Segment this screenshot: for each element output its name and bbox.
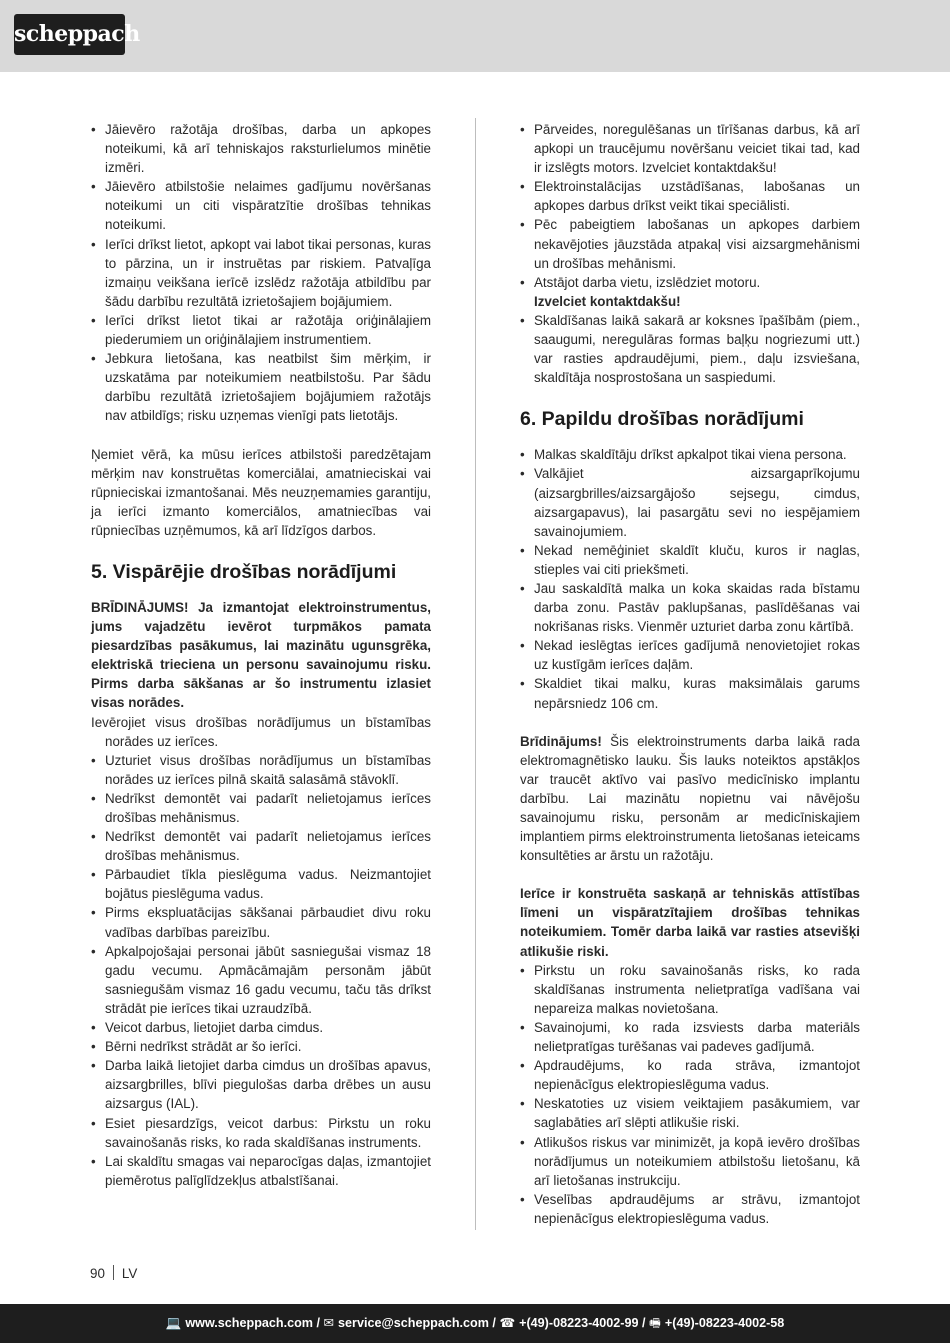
list-item: • Pārveides, noregulēšanas un tīrīšanas darbus, kā arī apkopi un traucējumu novēršanu veiciet tikai tad, kad ir izslēgts motors. Izvelciet kontaktdakšu! [520, 120, 860, 177]
list-item: • Bērni nedrīkst strādāt ar šo ierīci. [91, 1037, 431, 1056]
list-item: • Nekad nemēģiniet skaldīt kluču, kuros ir naglas, stieples vai citi priekšmeti. [520, 541, 860, 579]
list-item: • Ierīci drīkst lietot, apkopt vai labot tikai personas, kuras to pārzina, un ir instruētas par riskiem. Patvaļīga izmaiņu veikšana ierīcē izslēdz ražotāja atbildību par šādu darbību rezultātā izrietošajiem bojājumiem. [91, 235, 431, 311]
leave-workplace-text: Atstājot darba vietu, izslēdziet motoru. [534, 274, 761, 290]
residual-risk-intro: Ierīce ir konstruēta saskaņā ar tehniskās attīstības līmeni un vispāratzītajiem drošības tehnikas noteikumiem. Tomēr darba laikā var rasties atsevišķi atlikušie riski. [520, 886, 860, 959]
list-item: • Darba laikā lietojiet darba cimdus un drošības apavus, aizsargbrilles, blīvi piegulošas darba drēbes un ausu aizsargus (IAL). [91, 1056, 431, 1113]
list-item: • Elektroinstalācijas uzstādīšanas, labošanas un apkopes darbus drīkst veikt tikai speciālisti. [520, 177, 860, 215]
mail-icon: ✉ [323, 1316, 335, 1330]
footer-separator: / [312, 1316, 324, 1330]
list-item: • Lai skaldītu smagas vai neparocīgas daļas, izmantojiet piemērotus palīglīdzekļus atbalstīšanai. [91, 1152, 431, 1190]
column-divider [475, 118, 476, 1230]
list-item: • Savainojumi, ko rada izsviests darba materiāls nelietpratīgas turēšanas vai padeves gadījumā. [520, 1018, 860, 1056]
emf-warning-label: Brīdinājums! [520, 733, 602, 749]
left-bullet-list-top [91, 120, 431, 426]
list-item: • Skaldiet tikai malku, kuras maksimālais garums nepārsniedz 106 cm. [520, 674, 860, 712]
list-item: • Veicot darbus, lietojiet darba cimdus. [91, 1018, 431, 1037]
email-link[interactable]: service@scheppach.com [338, 1316, 489, 1330]
phone-icon: ☎ [499, 1316, 516, 1330]
page-footer-label [90, 1265, 137, 1281]
list-item: • Nedrīkst demontēt vai padarīt nelietojamus ierīces drošības mehānismus. [91, 789, 431, 827]
list-item: • Jebkura lietošana, kas neatbilst šim mērķim, ir uzskatāma par noteikumiem neatbilstošu. Par šādu darbību rezultātā izrietošajiem bojājumiem ražotājs nav atbildīgs; risku uzņemas vienīgi pats lietotājs. [91, 349, 431, 425]
page-number: 90 [90, 1266, 105, 1281]
emf-warning-paragraph [520, 732, 860, 866]
section-6-heading: 6. Papildu drošības norādījumi [520, 408, 804, 431]
warning-paragraph: BRĪDINĀJUMS! Ja izmantojat elektroinstrumentus, jums vajadzētu ievērot turpmākos pamata piesardzības pasākumus, lai mazinātu ugunsgrēka, elektriskā trieciena un personu savainojumu risku. Pirms darba sākšanas ar šo instrumentu izlasiet visas norādes. [91, 599, 431, 711]
list-item: • Neskatoties uz visiem veiktajiem pasākumiem, var saglabāties arī slēpti atlikušie riski. [520, 1094, 860, 1132]
list-item: • Atlikušos riskus var minimizēt, ja kopā ievēro drošības norādījumus un noteikumiem atbilstošu lietošanu, kā arī lietošanas instrukciju. [520, 1133, 860, 1190]
commercial-use-note: Ņemiet vērā, ka mūsu ierīces atbilstoši paredzētajam mērķim nav konstruētas komerciālai, amatnieciskai vai rūpnieciskai izmantošanai. Mēs neuzņemamies garantiju, ja ierīci izmanto komerciālos, amatniecības vai rūpniecības uzņēmumos, kā arī līdzīgos darbos. [91, 446, 431, 538]
fax-number: +(49)-08223-4002-58 [664, 1316, 785, 1330]
left-column [91, 120, 431, 1190]
list-item: • Skaldīšanas laikā sakarā ar koksnes īpašībām (piem., saaugumi, neregulāras formas baļķu nogriezumi utt.) var rasties apdraudējumi, piem., daļu izsviešana, skaldītāja nosprostošana un saspiedumi. [520, 311, 860, 387]
list-item: • Apkalpojošajai personai jābūt sasniegušai vismaz 18 gadu vecumu. Apmācāmajām personām jābūt sasniegušām vismaz 16 gadu vecumu, taču tās drīkst strādāt pie ierīces tikai uzraudzībā. [91, 942, 431, 1018]
computer-icon: 💻 [165, 1316, 182, 1330]
list-item: • Ierīci drīkst lietot tikai ar ražotāja oriģinālajiem piederumiem un oriģinālajiem instrumentiem. [91, 311, 431, 349]
fax-icon: 🖷 [649, 1316, 661, 1330]
list-item: • Pirms ekspluatācijas sākšanai pārbaudiet divu roku vadības darbības pareizību. [91, 903, 431, 941]
observe-instructions-line: Ievērojiet visus drošības norādījumus un bīstamības norādes uz ierīces. [91, 714, 431, 749]
list-item: • Esiet piesardzīgs, veicot darbus: Pirkstu un roku savainošanās risks, ko rada skaldīšanas instruments. [91, 1114, 431, 1152]
right-column [520, 120, 860, 1228]
list-item: • Malkas skaldītāju drīkst apkalpot tikai viena persona. [520, 445, 860, 464]
right-bullet-list-top [520, 120, 860, 387]
language-code: LV [121, 1266, 138, 1281]
header-band [0, 0, 950, 72]
page-separator [113, 1265, 114, 1280]
list-item: • Jāievēro atbilstošie nelaimes gadījumu novēršanas noteikumi un citi vispāratzītie drošības tehnikas noteikumi. [91, 177, 431, 234]
list-item: • Jau saskaldītā malka un koka skaidas rada bīstamu darba zonu. Pastāv paklupšanas, paslīdēšanas vai nokrišanas risks. Vienmēr uzturiet darba zonu kārtībā. [520, 579, 860, 636]
list-item: • Pēc pabeigtiem labošanas un apkopes darbiem nekavējoties jāuzstāda atpakaļ visi aizsargmehānismi un drošības mehānismi. [520, 215, 860, 272]
emf-warning-text: Šis elektroinstruments darba laikā rada elektromagnētisko lauku. Šis lauks noteiktos apstākļos var traucēt aktīvo vai pasīvo medicīnisko implantu darbību. Lai mazinātu nopietnu vai nāvējošu savainojumu risku, personām ar medicīniskajiem implantiem pirms elektroinstrumenta lietošanas ieteicams konsultēties ar ārstu un ražotāju. [520, 733, 860, 864]
footer-separator: / [638, 1316, 650, 1330]
list-item: • Nedrīkst demontēt vai padarīt nelietojamus ierīces drošības mehānismus. [91, 827, 431, 865]
list-item: • Apdraudējums, ko rada strāva, izmantojot nepienācīgus elektropieslēguma vadus. [520, 1056, 860, 1094]
list-item: • Jāievēro ražotāja drošības, darba un apkopes noteikumi, kā arī tehniskajos raksturlielumos minētie izmēri. [91, 120, 431, 177]
list-item: • Nekad ieslēgtas ierīces gadījumā nenovietojiet rokas uz kustīgām ierīces daļām. [520, 636, 860, 674]
website-link[interactable]: www.scheppach.com [185, 1316, 313, 1330]
list-item: • Uzturiet visus drošības norādījumus un bīstamības norādes uz ierīces pilnā skaitā salasāmā stāvoklī. [91, 751, 431, 789]
residual-risk-list [520, 961, 860, 1228]
section-6-bullet-list [520, 445, 860, 712]
left-bullet-list-bottom [91, 751, 431, 1190]
list-item: • Pārbaudiet tīkla pieslēguma vadus. Neizmantojiet bojātus pieslēguma vadus. [91, 865, 431, 903]
list-item [520, 273, 860, 311]
list-item: • Valkājiet aizsargaprīkojumu (aizsargbrilles/aizsargājošo sejsegu, cimdus, aizsargapavus), lai pasargātu sevi no iespējamiem savainojumiem. [520, 464, 860, 540]
section-5-heading: 5. Vispārējie drošības norādījumi [91, 560, 397, 583]
list-item: • Veselības apdraudējums ar strāvu, izmantojot nepienācīgus elektropieslēguma vadus. [520, 1190, 860, 1228]
footer-separator: / [488, 1316, 500, 1330]
phone-number[interactable]: +(49)-08223-4002-99 [519, 1316, 639, 1330]
unplug-warning: Izvelciet kontaktdakšu! [534, 293, 681, 309]
contact-footer [0, 1304, 950, 1343]
brand-logo: scheppach [14, 14, 125, 55]
list-item: • Pirkstu un roku savainošanās risks, ko rada skaldīšanas instrumenta nelietpratīga vadīšana vai nepareiza malkas novietošana. [520, 961, 860, 1018]
